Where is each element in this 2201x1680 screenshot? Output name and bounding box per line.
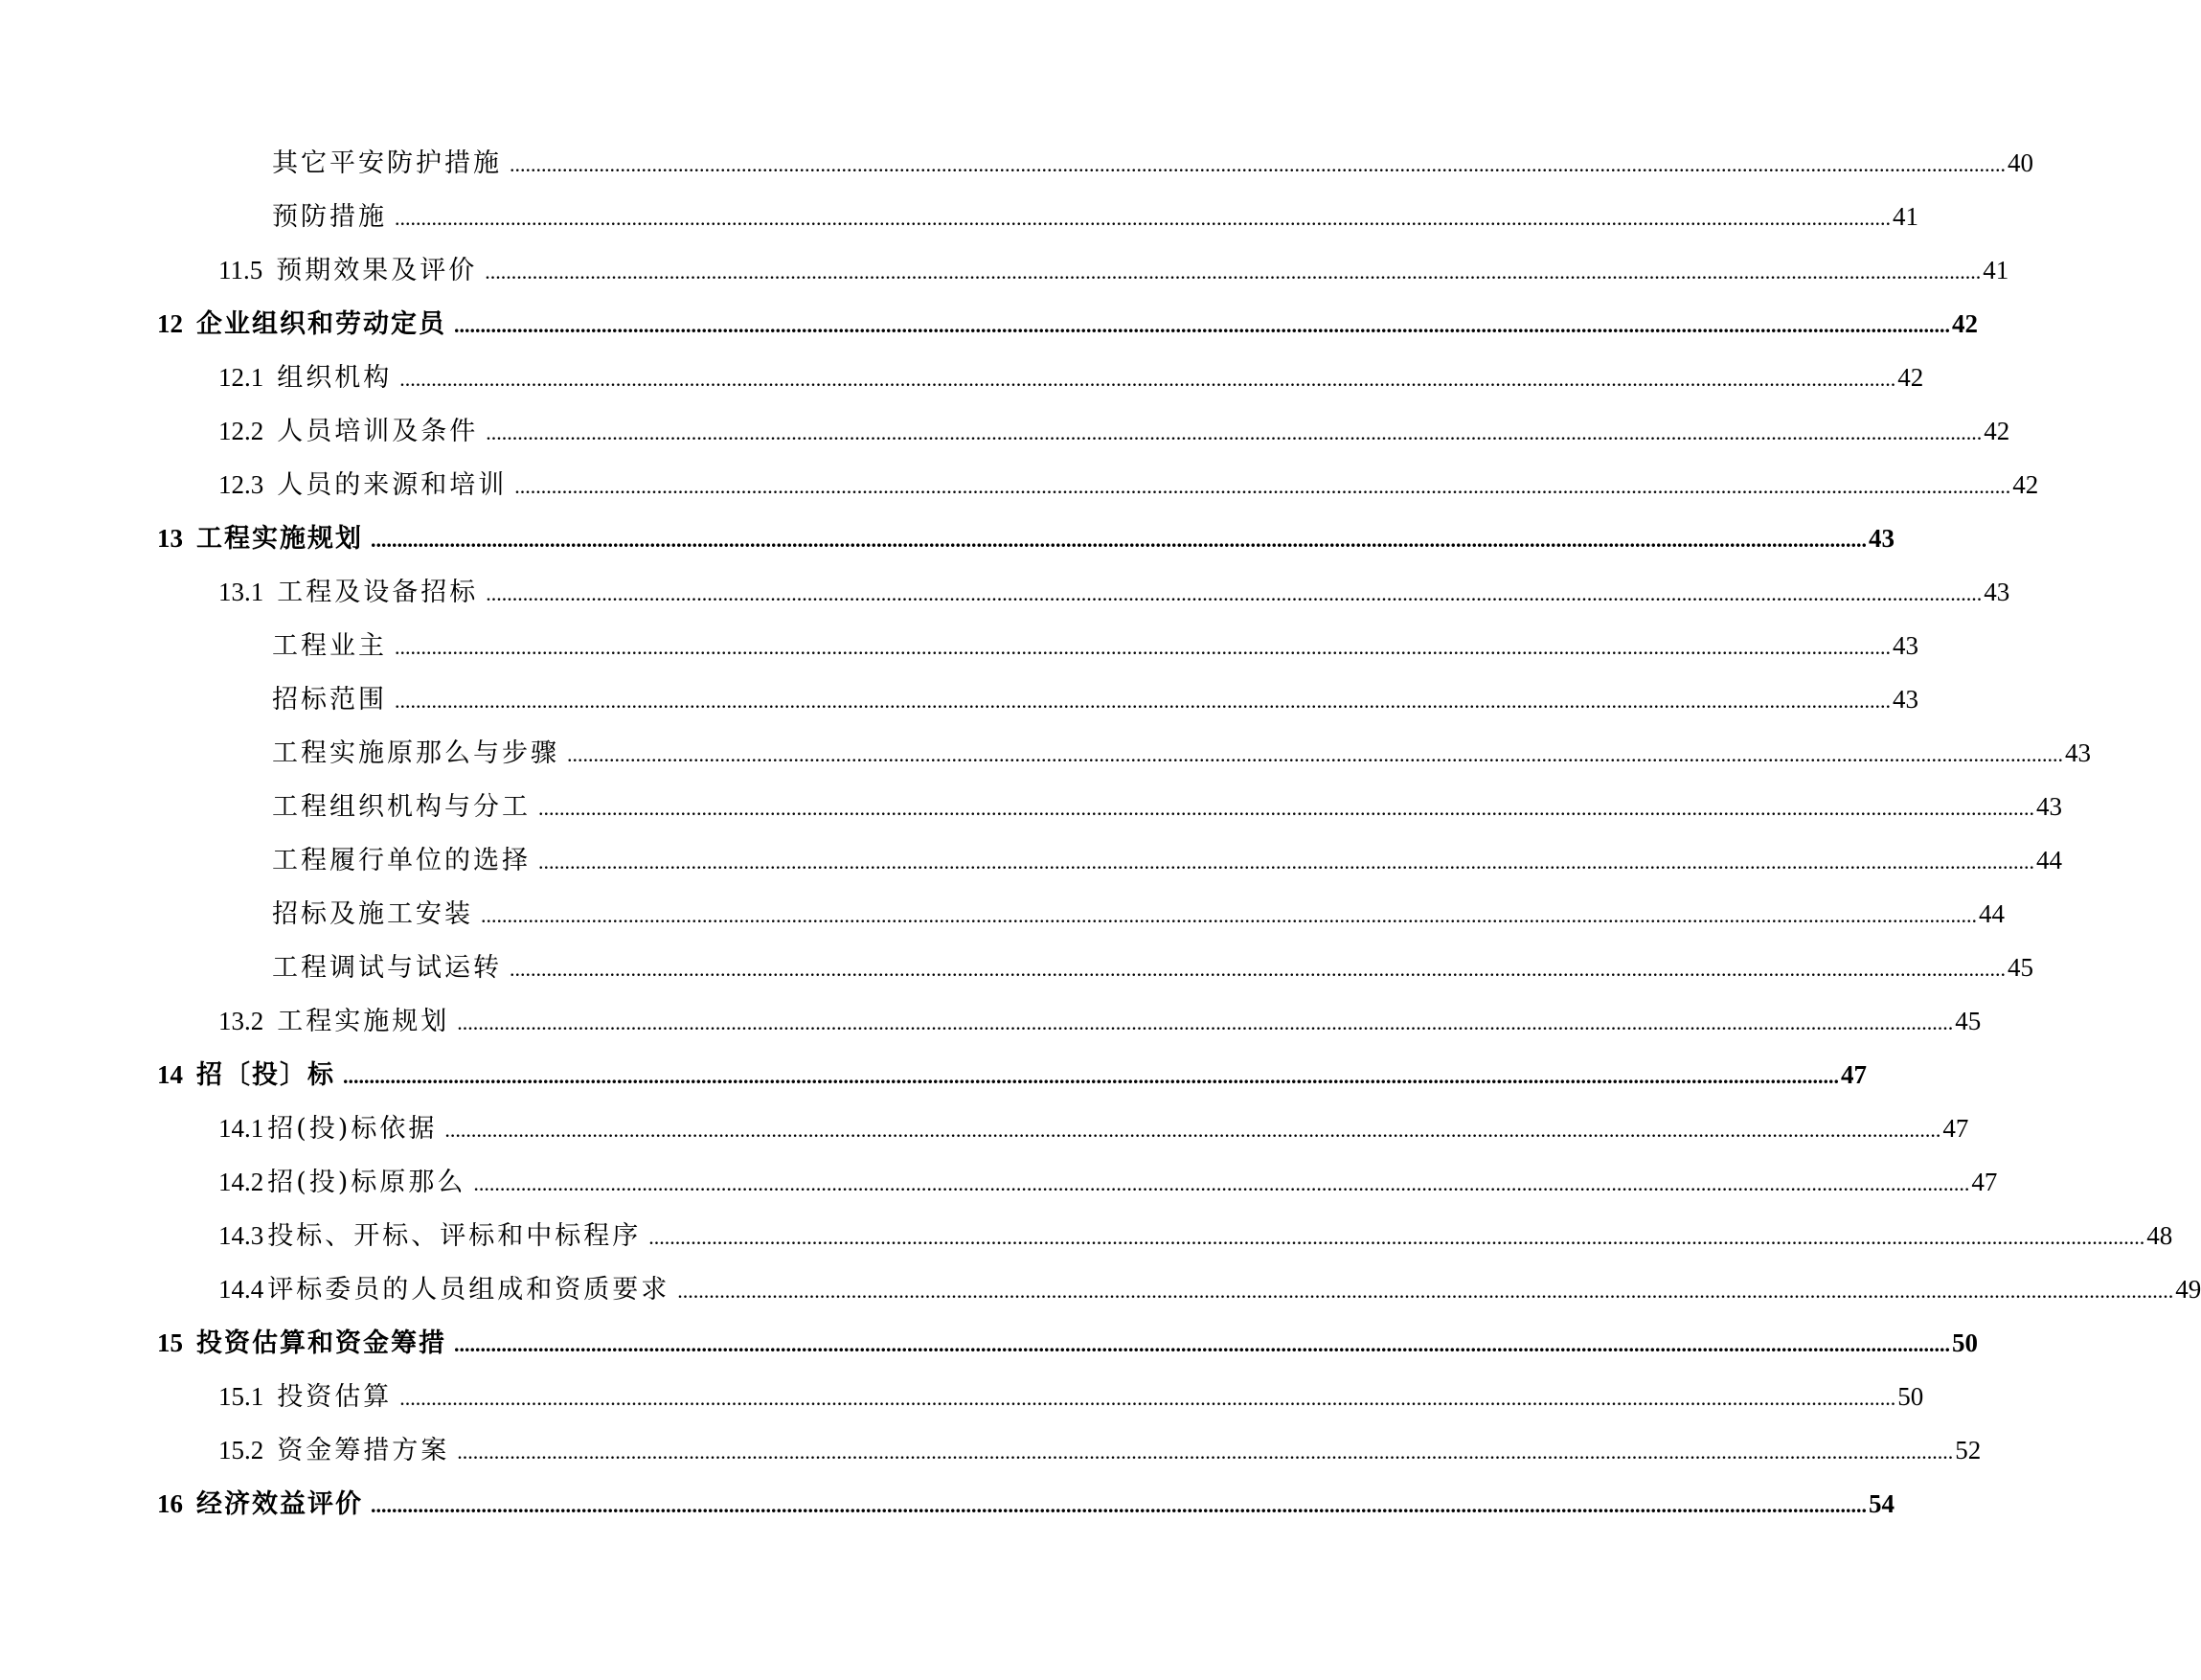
- dot-leader: [486, 417, 1982, 449]
- toc-entry-title: 工程实施规划: [196, 524, 363, 554]
- toc-entry[interactable]: [0, 137, 2033, 191]
- toc-entry-number: 12: [157, 309, 183, 338]
- toc-entry-number: 11.5: [218, 256, 263, 284]
- toc-entry[interactable]: [0, 995, 1982, 1049]
- toc-entry-title: 投资估算和资金筹措: [196, 1328, 446, 1358]
- toc-entry-title: 招标及施工安装: [272, 899, 473, 929]
- toc-entry[interactable]: [0, 1371, 1924, 1424]
- toc-entry-number: 14.1: [218, 1114, 264, 1143]
- toc-entry-content: [0, 415, 2010, 449]
- toc-entry-page-number: 43: [1984, 578, 2010, 606]
- toc-entry[interactable]: [0, 673, 1918, 727]
- toc-entry-page-number: 54: [1869, 1489, 1895, 1518]
- toc-entry-content: [0, 576, 2010, 610]
- toc-entry-content: [0, 1058, 1867, 1093]
- toc-entry-content: [0, 844, 2062, 878]
- toc-entry-title: 工程组织机构与分工: [272, 792, 531, 822]
- toc-entry-page-number: 43: [2065, 738, 2091, 767]
- toc-entry-content: [0, 1112, 1969, 1146]
- dot-leader: [486, 578, 1982, 610]
- dot-leader: [485, 256, 1981, 288]
- toc-entry-page-number: 43: [2036, 792, 2062, 821]
- dot-leader: [454, 309, 1950, 342]
- toc-entry-title: 经济效益评价: [196, 1489, 363, 1519]
- dot-leader: [538, 846, 2034, 878]
- dot-leader: [457, 1436, 1953, 1468]
- toc-entry[interactable]: [0, 1424, 1982, 1478]
- dot-leader: [395, 631, 1891, 664]
- toc-entry-number: 12.1: [218, 363, 264, 392]
- toc-entry-content: [0, 307, 1978, 342]
- toc-entry-page-number: 43: [1869, 524, 1895, 553]
- dot-leader: [514, 470, 2010, 503]
- dot-leader: [399, 363, 1895, 396]
- toc-entry-title: 工程实施规划: [277, 1007, 450, 1036]
- toc-entry-content: [0, 468, 2039, 503]
- toc-entry-title: 预防措施: [272, 202, 387, 232]
- toc-entry-title: 投资估算: [277, 1382, 393, 1412]
- toc-entry-title: 招〔投〕标: [196, 1060, 335, 1090]
- toc-entry[interactable]: [0, 620, 1918, 673]
- toc-entry-page-number: 42: [1952, 309, 1978, 338]
- dot-leader: [538, 792, 2034, 825]
- toc-entry-title: 工程实施原那么与步骤: [272, 738, 559, 768]
- toc-entry[interactable]: [0, 1263, 2201, 1317]
- toc-entry-title: 评标委员的人员组成和资质要求: [267, 1275, 670, 1305]
- toc-entry-page-number: 50: [1952, 1328, 1978, 1357]
- toc-entry-title: 投标、开标、评标和中标程序: [267, 1221, 642, 1251]
- toc-entry-title: 招(投)标依据: [267, 1114, 438, 1144]
- toc-entry[interactable]: [0, 1156, 1998, 1210]
- dot-leader: [510, 148, 2006, 181]
- toc-entry[interactable]: [0, 244, 2009, 298]
- toc-entry[interactable]: [0, 1210, 2173, 1263]
- toc-entry-page-number: 42: [2012, 470, 2039, 499]
- toc-entry[interactable]: [0, 1478, 1895, 1532]
- dot-leader: [510, 953, 2006, 986]
- toc-entry-title: 工程履行单位的选择: [272, 846, 531, 875]
- dot-leader: [399, 1382, 1895, 1415]
- toc-entry-title: 工程业主: [272, 631, 387, 661]
- toc-entry-title: 资金筹措方案: [277, 1436, 450, 1465]
- toc-entry-content: [0, 1327, 1978, 1361]
- toc-entry-title: 企业组织和劳动定员: [196, 309, 446, 339]
- toc-entry[interactable]: [0, 405, 2010, 459]
- toc-entry-title: 工程调试与试运转: [272, 953, 502, 983]
- toc-entry[interactable]: [0, 781, 2062, 834]
- toc-entry[interactable]: [0, 298, 1978, 352]
- toc-entry-content: [0, 683, 1918, 717]
- toc-entry[interactable]: [0, 566, 2010, 620]
- toc-entry-page-number: 47: [1841, 1060, 1867, 1089]
- toc-entry-content: [0, 254, 2009, 288]
- toc-entry[interactable]: [0, 1102, 1969, 1156]
- toc-entry-number: 12.2: [218, 417, 264, 445]
- table-of-contents: [0, 137, 2201, 1532]
- dot-leader: [395, 202, 1891, 235]
- dot-leader: [395, 685, 1891, 717]
- toc-entry-page-number: 50: [1897, 1382, 1924, 1411]
- toc-entry-content: [0, 737, 2091, 771]
- toc-entry-content: [0, 200, 1918, 235]
- toc-entry-number: 14.3: [218, 1221, 264, 1250]
- toc-entry-page-number: 52: [1955, 1436, 1982, 1464]
- toc-entry-number: 15.2: [218, 1436, 264, 1464]
- toc-entry-content: [0, 1434, 1982, 1468]
- toc-entry-content: [0, 1487, 1895, 1522]
- toc-entry-content: [0, 629, 1918, 664]
- toc-entry-page-number: 42: [1984, 417, 2010, 445]
- toc-entry-page-number: 47: [1971, 1168, 1998, 1196]
- toc-entry[interactable]: [0, 942, 2033, 995]
- toc-entry-title: 人员培训及条件: [277, 417, 479, 446]
- toc-entry-number: 14: [157, 1060, 183, 1089]
- toc-entry-number: 13.1: [218, 578, 264, 606]
- dot-leader: [371, 1489, 1867, 1522]
- toc-entry-number: 14.4: [218, 1275, 264, 1304]
- toc-entry-title: 预期效果及评价: [276, 256, 478, 285]
- toc-entry-content: [0, 790, 2062, 825]
- toc-entry-number: 13.2: [218, 1007, 264, 1035]
- toc-entry[interactable]: [0, 352, 1924, 405]
- toc-entry-page-number: 41: [1983, 256, 2009, 284]
- toc-entry-page-number: 41: [1893, 202, 1918, 231]
- toc-entry[interactable]: [0, 727, 2091, 781]
- toc-entry[interactable]: [0, 191, 1918, 244]
- toc-entry[interactable]: [0, 1317, 1978, 1371]
- dot-leader: [343, 1060, 1839, 1093]
- dot-leader: [457, 1007, 1953, 1039]
- toc-entry-content: [0, 1219, 2173, 1254]
- toc-entry-content: [0, 1005, 1982, 1039]
- dot-leader: [371, 524, 1867, 556]
- dot-leader: [648, 1221, 2144, 1254]
- toc-entry-page-number: 40: [2008, 148, 2033, 177]
- toc-entry-title: 招(投)标原那么: [267, 1168, 466, 1197]
- toc-entry[interactable]: [0, 834, 2062, 888]
- toc-entry-title: 组织机构: [277, 363, 393, 393]
- toc-entry[interactable]: [0, 512, 1895, 566]
- toc-entry-content: [0, 1273, 2201, 1307]
- toc-entry-content: [0, 1380, 1924, 1415]
- toc-entry-title: 其它平安防护措施: [272, 148, 502, 178]
- toc-entry[interactable]: [0, 888, 2005, 942]
- toc-entry-number: 14.2: [218, 1168, 264, 1196]
- toc-entry-page-number: 49: [2175, 1275, 2201, 1304]
- toc-entry[interactable]: [0, 459, 2039, 512]
- toc-entry-page-number: 45: [2008, 953, 2033, 982]
- toc-entry-number: 15.1: [218, 1382, 264, 1411]
- dot-leader: [473, 1168, 1969, 1200]
- toc-entry-content: [0, 147, 2033, 181]
- toc-entry-page-number: 44: [1979, 899, 2005, 928]
- toc-entry-number: 15: [157, 1328, 183, 1357]
- toc-entry-page-number: 43: [1893, 631, 1918, 660]
- toc-entry-page-number: 42: [1897, 363, 1924, 392]
- dot-leader: [454, 1328, 1950, 1361]
- toc-entry-page-number: 44: [2036, 846, 2062, 874]
- toc-entry-content: [0, 1166, 1998, 1200]
- toc-entry-title: 工程及设备招标: [277, 578, 479, 607]
- toc-entry-content: [0, 951, 2033, 986]
- toc-entry-page-number: 48: [2146, 1221, 2173, 1250]
- toc-entry-content: [0, 522, 1895, 556]
- toc-entry-title: 人员的来源和培训: [277, 470, 508, 500]
- toc-entry-number: 12.3: [218, 470, 264, 499]
- toc-entry-page-number: 47: [1942, 1114, 1969, 1143]
- toc-entry-page-number: 45: [1955, 1007, 1982, 1035]
- dot-leader: [444, 1114, 1940, 1146]
- dot-leader: [567, 738, 2063, 771]
- toc-entry-content: [0, 897, 2005, 932]
- dot-leader: [677, 1275, 2173, 1307]
- toc-entry[interactable]: [0, 1049, 1867, 1102]
- toc-entry-title: 招标范围: [272, 685, 387, 715]
- toc-entry-number: 16: [157, 1489, 183, 1518]
- toc-entry-page-number: 43: [1893, 685, 1918, 714]
- toc-entry-content: [0, 361, 1924, 396]
- toc-entry-number: 13: [157, 524, 183, 553]
- dot-leader: [481, 899, 1977, 932]
